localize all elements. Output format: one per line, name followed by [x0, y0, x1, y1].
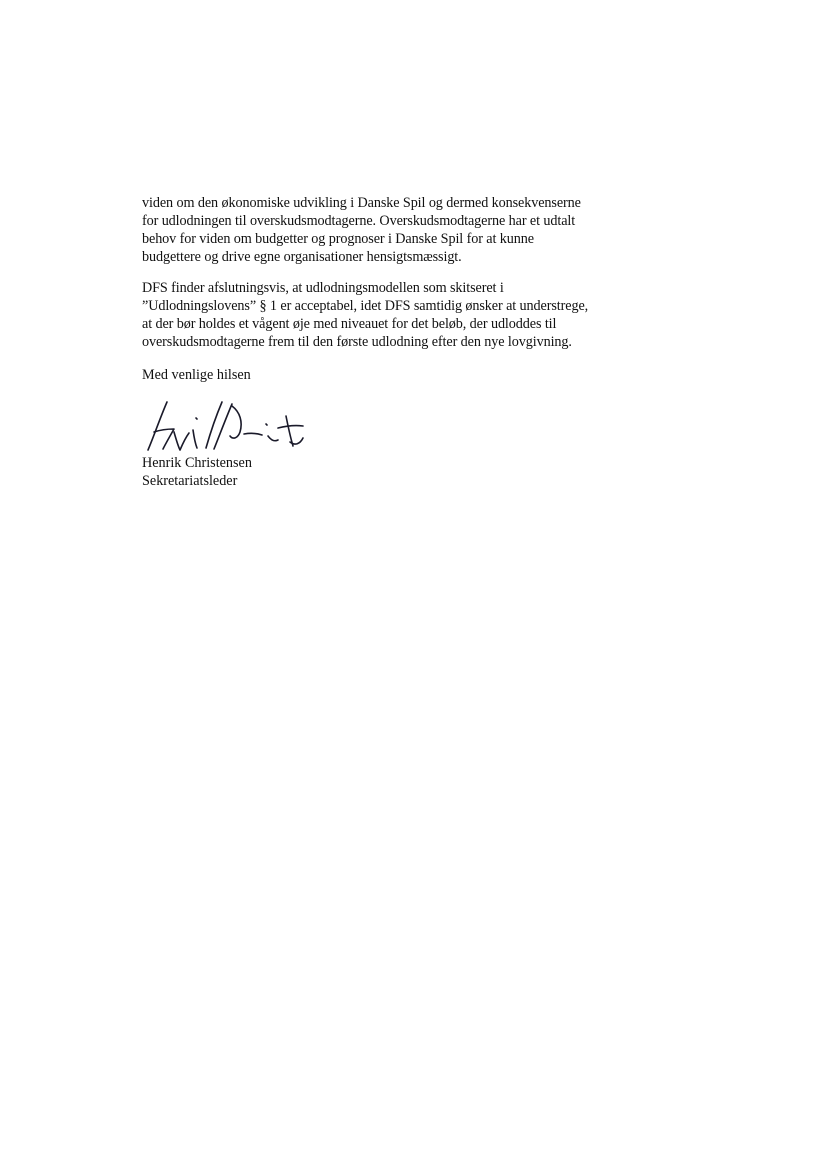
signer-name: Henrik Christensen — [142, 455, 252, 471]
signer-title: Sekretariatsleder — [142, 473, 238, 489]
closing-salutation: Med venlige hilsen — [142, 367, 251, 383]
paragraph-line: behov for viden om budgetter og prognoser i Danske Spil for at kunne — [142, 231, 534, 247]
paragraph-line: ”Udlodningslovens” § 1 er acceptabel, idet DFS samtidig ønsker at understrege, — [142, 298, 589, 314]
paragraph-line: at der bør holdes et vågent øje med niveauet for det beløb, der udloddes til — [142, 316, 557, 332]
paragraph-line: overskudsmodtagerne frem til den første udlodning efter den nye lovgivning. — [142, 334, 572, 350]
handwritten-signature-icon — [140, 396, 310, 456]
paragraph-line: DFS finder afslutningsvis, at udlodningsmodellen som skitseret i — [142, 280, 504, 296]
signer-block — [142, 454, 252, 490]
body-paragraph — [142, 194, 662, 266]
body-paragraph — [142, 279, 662, 351]
paragraph-line: budgettere og drive egne organisationer hensigtsmæssigt. — [142, 249, 462, 265]
paragraph-line: viden om den økonomiske udvikling i Danske Spil og dermed konsekvenserne — [142, 195, 581, 211]
paragraph-line: for udlodningen til overskudsmodtagerne. Overskudsmodtagerne har et udtalt — [142, 213, 576, 229]
